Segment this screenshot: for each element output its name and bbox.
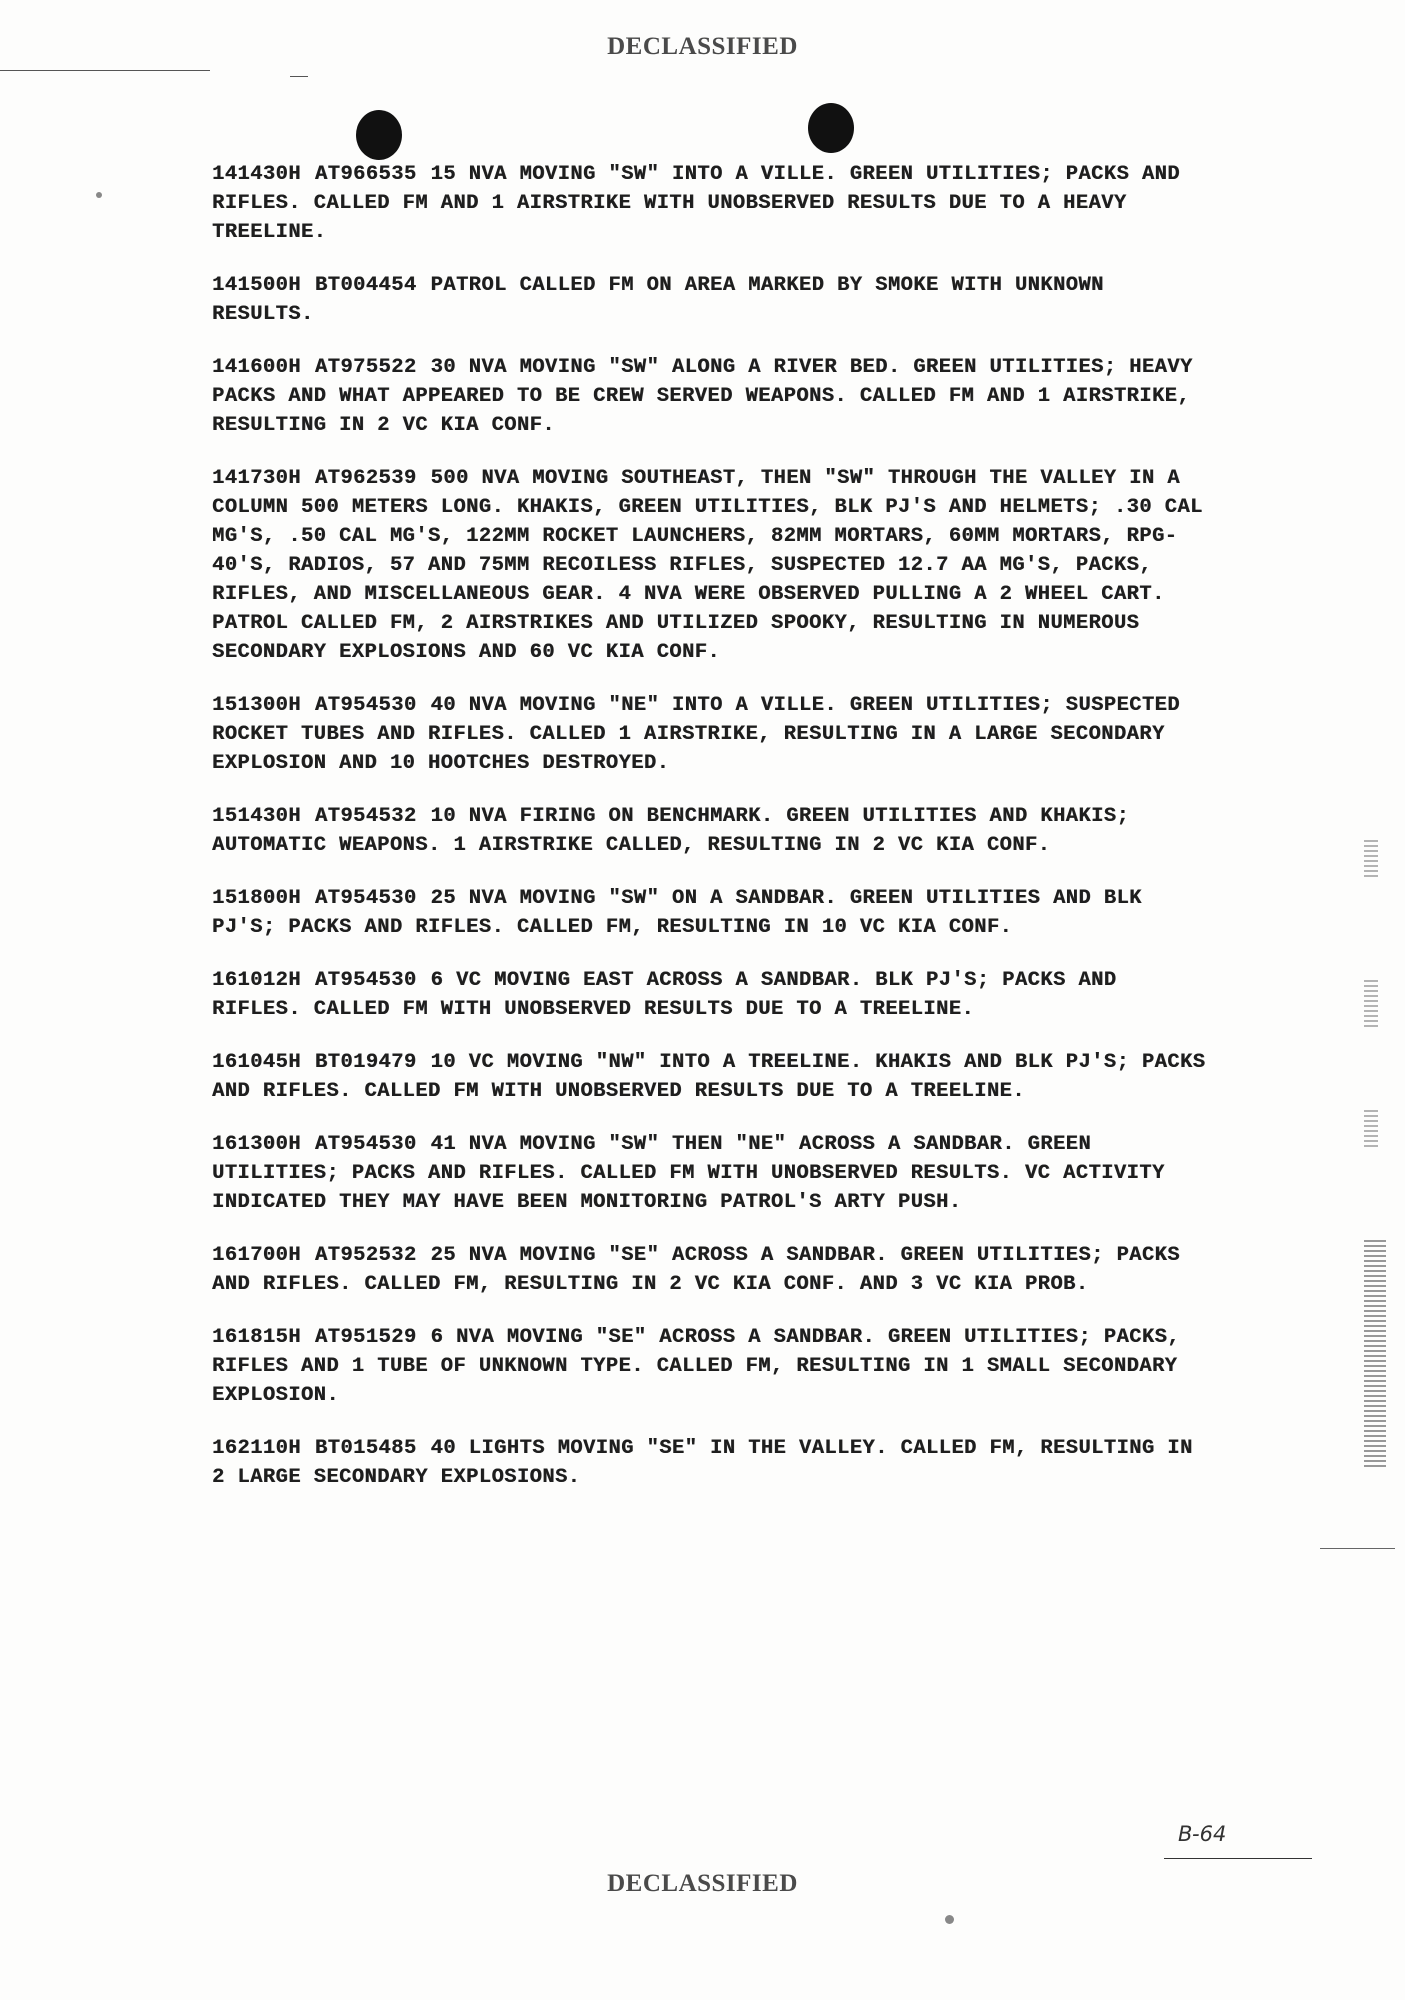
entry-text: 6 NVA MOVING "SE" ACROSS A SANDBAR. GREEN UTILITIES; PACKS, RIFLES AND 1 TUBE OF UNKNOWN TYPE. CALLED FM, RESULTING IN 1 SMALL SECONDARY EXPLOSION. xyxy=(212,1326,1193,1407)
declassified-stamp-bottom: DECLASSIFIED xyxy=(607,1870,798,1897)
log-entry xyxy=(212,1130,1212,1217)
scan-speck xyxy=(945,1915,954,1924)
entry-dtg: 161815H xyxy=(212,1326,301,1349)
punch-hole-left xyxy=(356,110,402,160)
entry-grid: AT975522 xyxy=(314,356,417,379)
scan-speck xyxy=(96,192,102,198)
log-entry xyxy=(212,464,1216,667)
log-entry xyxy=(212,691,1212,778)
log-entry xyxy=(212,802,1212,860)
entry-dtg: 151800H xyxy=(212,887,301,910)
entry-text: 6 VC MOVING EAST ACROSS A SANDBAR. BLK PJ'S; PACKS AND RIFLES. CALLED FM WITH UNOBSERVED RESULTS DUE TO A TREELINE. xyxy=(212,969,1130,1021)
entry-text: 25 NVA MOVING "SE" ACROSS A SANDBAR. GREEN UTILITIES; PACKS AND RIFLES. CALLED FM, RESULTING IN 2 VC KIA CONF. AND 3 VC KIA PROB. xyxy=(212,1244,1193,1296)
entry-grid: AT954530 xyxy=(314,1133,417,1156)
entry-grid: AT954530 xyxy=(314,694,417,717)
page-number-rule xyxy=(1164,1858,1312,1859)
scan-smudge xyxy=(1364,1240,1386,1470)
log-entry xyxy=(212,1048,1219,1106)
entry-dtg: 161045H xyxy=(212,1051,301,1074)
punch-hole-right xyxy=(808,103,854,153)
scan-smudge xyxy=(1364,980,1378,1030)
entry-dtg: 141430H xyxy=(212,163,301,186)
entry-dtg: 151300H xyxy=(212,694,301,717)
entry-text: 500 NVA MOVING SOUTHEAST, THEN "SW" THROUGH THE VALLEY IN A COLUMN 500 METERS LONG. KHAKIS, GREEN UTILITIES, BLK PJ'S AND HELMETS; .30 CAL MG'S, .50 CAL MG'S, 122MM ROCKET LAUNCHERS, 82MM MORTARS, 60MM MORTARS, RPG-40'S, RADIOS, 57 AND 75MM RECOILESS RIFLES, SUSPECTED 12.7 AA MG'S, PACKS, RIFLES, AND MISCELLANEOUS GEAR. 4 NVA WERE OBSERVED PULLING A 2 WHEEL CART. PATROL CALLED FM, 2 AIRSTRIKES AND UTILIZED SPOOKY, RESULTING IN NUMEROUS SECONDARY EXPLOSIONS AND 60 VC KIA CONF. xyxy=(212,467,1216,664)
entry-grid: AT962539 xyxy=(314,467,417,490)
entry-dtg: 141500H xyxy=(212,274,301,297)
log-entry xyxy=(212,1241,1212,1299)
scan-smudge xyxy=(1364,840,1378,880)
entry-text: 10 NVA FIRING ON BENCHMARK. GREEN UTILITIES AND KHAKIS; AUTOMATIC WEAPONS. 1 AIRSTRIKE CALLED, RESULTING IN 2 VC KIA CONF. xyxy=(212,805,1142,857)
log-entry xyxy=(212,353,1212,440)
log-entry xyxy=(212,160,1212,247)
margin-rule xyxy=(1320,1548,1395,1549)
entry-dtg: 141600H xyxy=(212,356,301,379)
entry-text: 41 NVA MOVING "SW" THEN "NE" ACROSS A SANDBAR. GREEN UTILITIES; PACKS AND RIFLES. CALLED FM WITH UNOBSERVED RESULTS. VC ACTIVITY INDICATED THEY MAY HAVE BEEN MONITORING PATROL'S ARTY PUSH. xyxy=(212,1133,1178,1214)
entry-text: 25 NVA MOVING "SW" ON A SANDBAR. GREEN UTILITIES AND BLK PJ'S; PACKS AND RIFLES. CALLED FM, RESULTING IN 10 VC KIA CONF. xyxy=(212,887,1155,939)
entry-text: PATROL CALLED FM ON AREA MARKED BY SMOKE WITH UNKNOWN RESULTS. xyxy=(212,274,1117,326)
log-entry xyxy=(212,271,1212,329)
entry-dtg: 161300H xyxy=(212,1133,301,1156)
page-number: B-64 xyxy=(1178,1822,1227,1846)
header-rule-left xyxy=(0,70,210,71)
entry-text: 40 NVA MOVING "NE" INTO A VILLE. GREEN UTILITIES; SUSPECTED ROCKET TUBES AND RIFLES. CALLED 1 AIRSTRIKE, RESULTING IN A LARGE SECONDARY EXPLOSION AND 10 HOOTCHES DESTROYED. xyxy=(212,694,1193,775)
header-rule-right xyxy=(290,76,308,77)
entry-text: 30 NVA MOVING "SW" ALONG A RIVER BED. GREEN UTILITIES; HEAVY PACKS AND WHAT APPEARED TO BE CREW SERVED WEAPONS. CALLED FM AND 1 AIRSTRIKE, RESULTING IN 2 VC KIA CONF. xyxy=(212,356,1206,437)
entry-grid: AT966535 xyxy=(314,163,417,186)
entry-dtg: 141730H xyxy=(212,467,301,490)
log-entry xyxy=(212,1323,1212,1410)
entry-grid: BT019479 xyxy=(314,1051,417,1074)
log-entry xyxy=(212,1434,1212,1492)
entry-dtg: 161700H xyxy=(212,1244,301,1267)
entry-grid: AT952532 xyxy=(314,1244,417,1267)
entry-dtg: 161012H xyxy=(212,969,301,992)
entry-text: 15 NVA MOVING "SW" INTO A VILLE. GREEN UTILITIES; PACKS AND RIFLES. CALLED FM AND 1 AIRSTRIKE WITH UNOBSERVED RESULTS DUE TO A HEAVY TREELINE. xyxy=(212,163,1193,244)
scan-smudge xyxy=(1364,1110,1378,1150)
entry-text: 10 VC MOVING "NW" INTO A TREELINE. KHAKIS AND BLK PJ'S; PACKS AND RIFLES. CALLED FM WITH UNOBSERVED RESULTS DUE TO A TREELINE. xyxy=(212,1051,1219,1103)
entry-grid: BT015485 xyxy=(314,1437,417,1460)
entry-dtg: 162110H xyxy=(212,1437,301,1460)
log-entries xyxy=(212,160,1219,1516)
entry-text: 40 LIGHTS MOVING "SE" IN THE VALLEY. CALLED FM, RESULTING IN 2 LARGE SECONDARY EXPLOSIONS. xyxy=(212,1437,1206,1489)
entry-grid: AT954530 xyxy=(314,969,417,992)
entry-grid: AT954530 xyxy=(314,887,417,910)
entry-dtg: 151430H xyxy=(212,805,301,828)
log-entry xyxy=(212,884,1212,942)
log-entry xyxy=(212,966,1212,1024)
entry-grid: AT951529 xyxy=(314,1326,417,1349)
entry-grid: AT954532 xyxy=(314,805,417,828)
entry-grid: BT004454 xyxy=(314,274,417,297)
declassified-stamp-top: DECLASSIFIED xyxy=(607,33,798,60)
